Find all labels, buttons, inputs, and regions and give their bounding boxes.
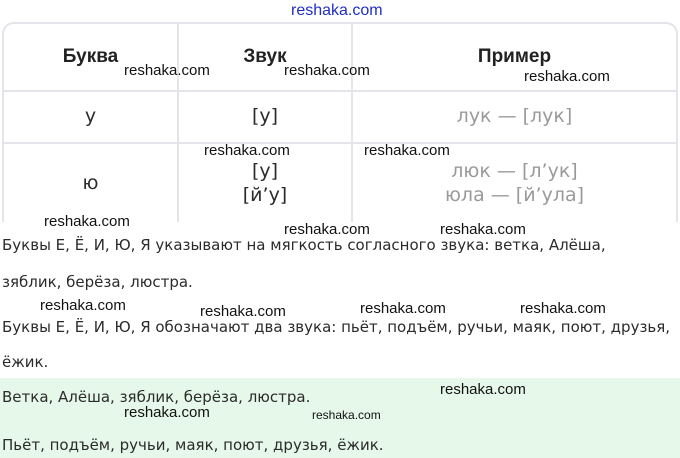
header-example: Пример	[477, 46, 552, 67]
watermark: reshaka.com	[524, 68, 610, 85]
watermark: reshaka.com	[291, 2, 383, 19]
watermark: reshaka.com	[440, 381, 526, 398]
letter-cell: ю	[82, 172, 99, 194]
example-cell: лук — [лук]	[456, 105, 573, 127]
table-row	[4, 90, 676, 144]
watermark: reshaka.com	[440, 221, 526, 238]
sound-cell: [у]	[251, 160, 279, 182]
watermark: reshaka.com	[284, 62, 370, 79]
watermark: reshaka.com	[204, 142, 290, 159]
example-cell: юла — [й’ула]	[444, 184, 585, 206]
rule-text-line: Буквы Е, Ё, И, Ю, Я указывают на мягкость согласного звука: ветка, Алёша,	[2, 236, 606, 254]
answer-line: Пьёт, подъём, ручьи, маяк, поют, друзья, ёжик.	[2, 436, 384, 454]
watermark: reshaka.com	[200, 303, 286, 320]
rule-text-line: зяблик, берёза, люстра.	[2, 273, 193, 291]
watermark: reshaka.com	[284, 221, 370, 238]
watermark: reshaka.com	[520, 300, 606, 317]
watermark: reshaka.com	[360, 300, 446, 317]
header-letter: Буква	[62, 46, 119, 67]
sound-cell: [у]	[251, 105, 279, 127]
watermark: reshaka.com	[44, 213, 130, 230]
watermark: reshaka.com	[124, 404, 210, 421]
rule-text-line: ёжик.	[2, 353, 49, 371]
table-row	[4, 142, 676, 222]
rule-text-line: Буквы Е, Ё, И, Ю, Я обозначают два звука: пьёт, подъём, ручьи, маяк, поют, друзья,	[2, 318, 671, 336]
watermark: reshaka.com	[312, 408, 381, 422]
watermark: reshaka.com	[40, 297, 126, 314]
watermark: reshaka.com	[124, 62, 210, 79]
letter-cell: у	[84, 105, 97, 127]
example-cell: люк — [л’ук]	[451, 160, 578, 182]
answer-line: Ветка, Алёша, зяблик, берёза, люстра.	[2, 388, 311, 406]
sound-cell: [й’у]	[242, 184, 288, 206]
header-sound: Звук	[243, 46, 287, 67]
watermark: reshaka.com	[364, 142, 450, 159]
letter-sound-table	[2, 22, 678, 222]
